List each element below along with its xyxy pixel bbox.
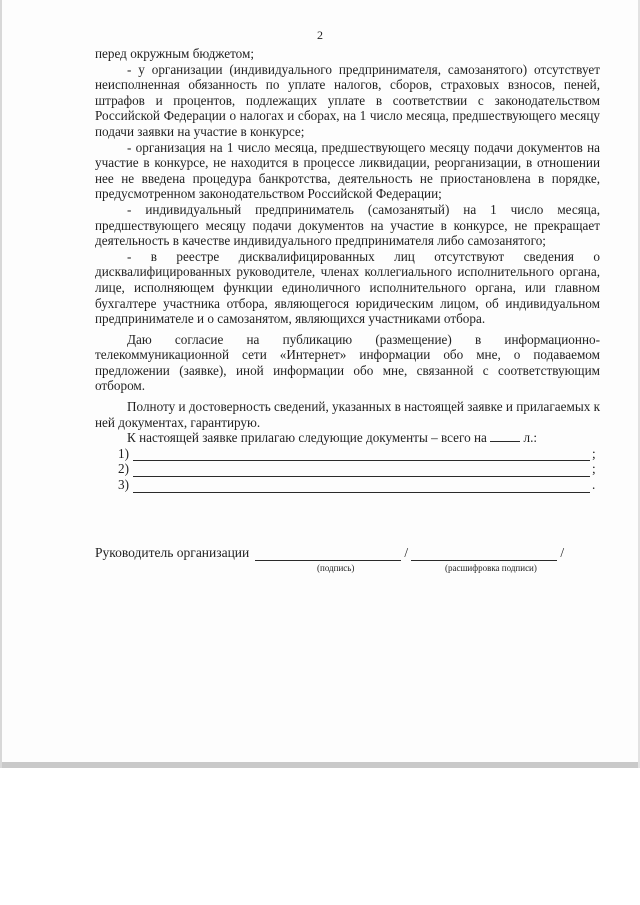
scan-edge-left xyxy=(0,0,2,768)
documents-intro xyxy=(95,430,600,446)
document-line-number: 3) xyxy=(118,477,129,493)
document-line-end: ; xyxy=(592,461,596,477)
paragraph-accuracy-guarantee: Полноту и достоверность сведений, указанных в настоящей заявке и прилагаемых к ней документах, гарантирую. xyxy=(95,399,600,430)
paragraph-entrepreneur-active: - индивидуальный предприниматель (самозанятый) на 1 число месяца, предшествующего месяцу подачи документов на участие в конкурсе, не прекращает деятельность в качестве индивидуального предпринимателя либо самозанятого; xyxy=(95,201,600,249)
document-line xyxy=(95,477,600,493)
document-line-blank xyxy=(133,449,590,461)
paragraph-no-liquidation: - организация на 1 число месяца, предшествующего месяцу подачи документов на участие в конкурсе, не находится в процессе ликвидации, реорганизации, в отношении нее не введена процедура банкротства, деятельность не приостановлена в порядке, предусмотренном законодательством Российской Федерации; xyxy=(95,139,600,202)
documents-intro-suffix: л.: xyxy=(523,430,538,446)
document-line xyxy=(95,446,600,462)
paragraph-publication-consent: Даю согласие на публикацию (размещение) в информационно-телекоммуникационной сети «Интернет» информации обо мне, о подаваемом предложении (заявке), иной информации обо мне, связанной с соответствующим отбором. xyxy=(95,331,600,394)
documents-intro-text: К настоящей заявке прилагаю следующие документы – всего на xyxy=(127,430,487,446)
signature-label: Руководитель организации xyxy=(95,545,250,560)
document-line-end: . xyxy=(592,477,596,493)
document-line-end: ; xyxy=(592,445,596,461)
signature-name-blank xyxy=(411,548,557,561)
signature-slash-end: / xyxy=(560,545,565,560)
page-number: 2 xyxy=(317,28,323,42)
document-line xyxy=(95,461,600,477)
document-body xyxy=(95,46,600,493)
signature-block xyxy=(95,545,600,575)
signature-name-caption: (расшифровка подписи) xyxy=(445,563,537,573)
document-line-blank xyxy=(133,465,590,477)
paragraph-disqualified-registry: - в реестре дисквалифицированных лиц отсутствуют сведения о дисквалифицированных руководителе, членах коллегиального исполнительного органа, лице, исполняющем функции единоличного исполнительного органа, или главном бухгалтере участника отбора, являющегося юридическим лицом, об индивидуальном предпринимателе и о самозанятом, являющихся участниками отбора. xyxy=(95,248,600,327)
sheet-count-blank xyxy=(490,431,520,442)
paragraph-budget-end: перед окружным бюджетом; xyxy=(95,46,255,61)
signature-blank xyxy=(255,548,401,561)
signature-row xyxy=(95,545,600,561)
document-line-number: 2) xyxy=(118,461,129,477)
document-line-blank xyxy=(133,481,590,493)
signature-slash: / xyxy=(404,545,409,560)
signature-captions xyxy=(95,561,600,575)
signature-caption: (подпись) xyxy=(317,563,355,573)
paragraph-no-tax-debt: - у организации (индивидуального предпринимателя, самозанятого) отсутствует неисполненная обязанность по уплате налогов, сборов, страховых взносов, пеней, штрафов и процентов, подлежащих уплате в соответствии с законодательством Российской Федерации о налогах и сборах, на 1 число месяца, предшествующего месяцу подачи заявки на участие в конкурсе; xyxy=(95,61,600,139)
document-line-number: 1) xyxy=(118,445,129,461)
